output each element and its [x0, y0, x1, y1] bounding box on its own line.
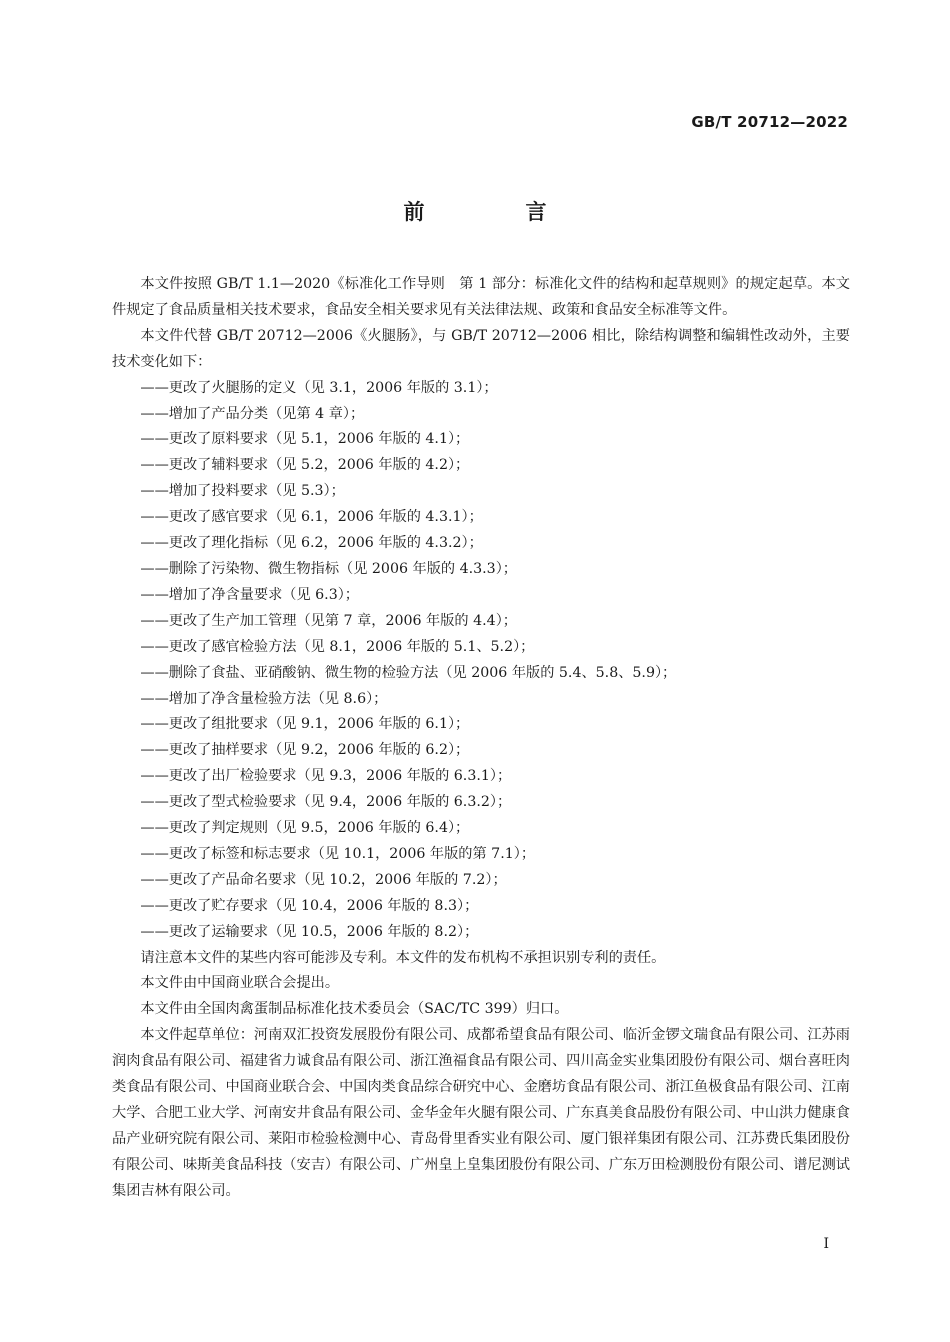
- list-item: ——增加了投料要求（见 5.3）；: [140, 483, 345, 500]
- list-item: ——更改了理化指标（见 6.2，2006 年版的 4.3.2）；: [140, 535, 483, 552]
- list-item: ——更改了辅料要求（见 5.2，2006 年版的 4.2）；: [140, 457, 470, 474]
- intro-paragraph: 本文件代替 GB/T 20712—2006《火腿肠》，与 GB/T 20712—2006 相比，除结构调整和编辑性改动外，主要技术变化如下：: [112, 327, 850, 370]
- proposer-statement: 本文件由中国商业联合会提出。: [140, 975, 340, 992]
- standard-code: GB/T 20712—2022: [691, 113, 848, 131]
- list-item: ——更改了感官检验方法（见 8.1，2006 年版的 5.1、5.2）；: [140, 638, 535, 655]
- committee-statement: 本文件由全国肉禽蛋制品标准化技术委员会（SAC/TC 399）归口。: [140, 1001, 569, 1018]
- foreword-body: [112, 272, 850, 1205]
- page-number: I: [823, 1236, 829, 1252]
- list-item: ——更改了产品命名要求（见 10.2，2006 年版的 7.2）；: [140, 871, 507, 888]
- list-item: ——增加了净含量检验方法（见 8.6）；: [140, 690, 388, 707]
- list-item: ——更改了原料要求（见 5.1，2006 年版的 4.1）；: [140, 431, 470, 448]
- list-item: ——更改了组批要求（见 9.1，2006 年版的 6.1）；: [140, 716, 470, 733]
- list-item: ——更改了贮存要求（见 10.4，2006 年版的 8.3）；: [140, 897, 479, 914]
- list-item: ——删除了污染物、微生物指标（见 2006 年版的 4.3.3）；: [140, 560, 517, 577]
- list-item: ——更改了运输要求（见 10.5，2006 年版的 8.2）；: [140, 923, 479, 940]
- page-title: 前 言: [403, 200, 587, 224]
- list-item: ——更改了判定规则（见 9.5，2006 年版的 6.4）；: [140, 820, 470, 837]
- list-item: ——更改了出厂检验要求（见 9.3，2006 年版的 6.3.1）；: [140, 768, 512, 785]
- list-item: ——更改了感官要求（见 6.1，2006 年版的 4.3.1）；: [140, 509, 483, 526]
- list-item: ——增加了产品分类（见第 4 章）；: [140, 405, 365, 422]
- list-item: ——增加了净含量要求（见 6.3）；: [140, 586, 359, 603]
- changes-list: [112, 376, 850, 946]
- list-item: ——更改了抽样要求（见 9.2，2006 年版的 6.2）；: [140, 742, 470, 759]
- patent-notice: 请注意本文件的某些内容可能涉及专利。本文件的发布机构不承担识别专利的责任。: [140, 949, 666, 966]
- intro-paragraph: 本文件按照 GB/T 1.1—2020《标准化工作导则 第 1 部分：标准化文件的结构和起草规则》的规定起草。本文件规定了食品质量相关技术要求，食品安全相关要求见有关法律法规、政策和食品安全标准等文件。: [112, 276, 850, 318]
- drafting-units: 本文件起草单位：河南双汇投资发展股份有限公司、成都希望食品有限公司、临沂金锣文瑞食品有限公司、江苏雨润肉食品有限公司、福建省力诚食品有限公司、浙江渔福食品有限公司、四川高金实业集团股份有限公司、烟台喜旺肉类食品有限公司、中国商业联合会、中国肉类食品综合研究中心、金磨坊食品有限公司、浙江鱼极食品有限公司、江南大学、合肥工业大学、河南安井食品有限公司、金华金年火腿有限公司、广东真美食品股份有限公司、中山洪力健康食品产业研究院有限公司、莱阳市检验检测中心、青岛骨里香实业有限公司、厦门银祥集团有限公司、江苏费氏集团股份有限公司、味斯美食品科技（安吉）有限公司、广州皇上皇集团股份有限公司、广东万田检测股份有限公司、谱尼测试集团吉林有限公司。: [112, 1027, 850, 1199]
- list-item: ——删除了食盐、亚硝酸钠、微生物的检验方法（见 2006 年版的 5.4、5.8、5.9）；: [140, 664, 677, 681]
- list-item: ——更改了标签和标志要求（见 10.1，2006 年版的第 7.1）；: [140, 845, 536, 862]
- list-item: ——更改了火腿肠的定义（见 3.1，2006 年版的 3.1）；: [140, 379, 498, 396]
- list-item: ——更改了型式检验要求（见 9.4，2006 年版的 6.3.2）；: [140, 794, 512, 811]
- list-item: ——更改了生产加工管理（见第 7 章，2006 年版的 4.4）；: [140, 612, 517, 629]
